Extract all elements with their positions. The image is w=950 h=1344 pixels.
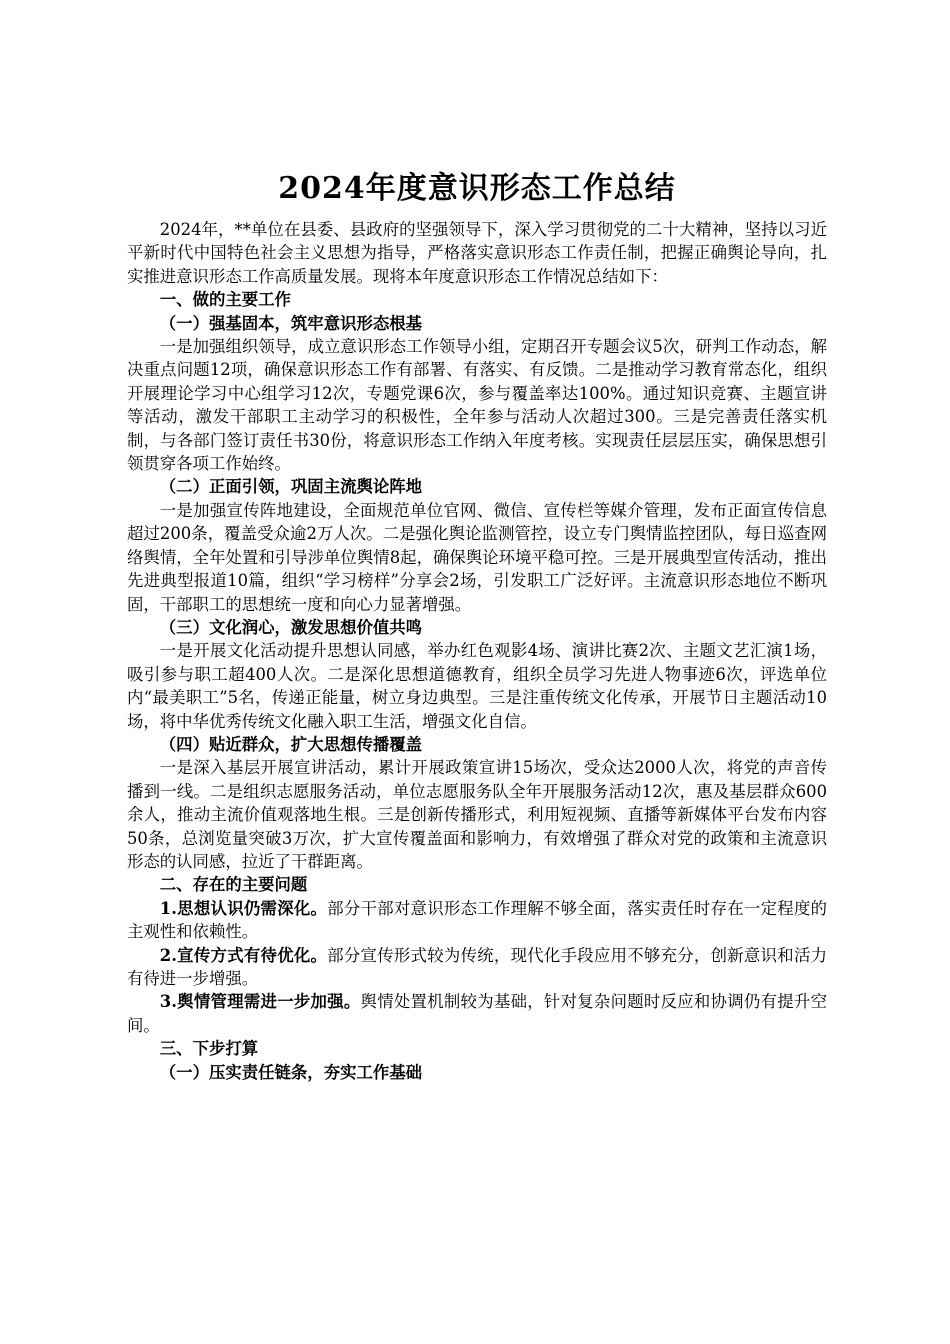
section-heading-next-steps: 三、下步打算 xyxy=(159,1039,259,1059)
problem-item-title: 2.宣传方式有待优化。 xyxy=(159,945,328,965)
subsection-heading-responsibility: （一）压实责任链条，夯实工作基础 xyxy=(159,1062,423,1082)
subsection-heading-foundation: （一）强基固本，筑牢意识形态根基 xyxy=(159,313,423,333)
subsection-heading-outreach: （四）贴近群众，扩大思想传播覆盖 xyxy=(159,734,423,754)
document-body xyxy=(127,166,827,1084)
intro-paragraph: 2024年，**单位在县委、县政府的坚强领导下，深入学习贯彻党的二十大精神，坚持以习近平新时代中国特色社会主义思想为指导，严格落实意识形态工作责任制，把握正确舆论导向，扎实推进意识形态工作高质量发展。现将本年度意识形态工作情况总结如下： xyxy=(127,220,827,286)
paragraph-outreach: 一是深入基层开展宣讲活动，累计开展政策宣讲15场次，受众达2000人次，将党的声音传播到一线。二是组织志愿服务活动，单位志愿服务队全年开展服务活动12次，惠及基层群众600余人，推动主流价值观落地生根。三是创新传播形式，利用短视频、直播等新媒体平台发布内容50条，总浏览量突破3万次，扩大宣传覆盖面和影响力，有效增强了群众对党的政策和主流意识形态的认同感，拉近了干群距离。 xyxy=(127,758,827,871)
problem-item xyxy=(127,990,827,1037)
paragraph-guidance: 一是加强宣传阵地建设，全面规范单位官网、微信、宣传栏等媒介管理，发布正面宣传信息超过200条，覆盖受众逾2万人次。二是强化舆论监测管控，设立专门舆情监控团队，每日巡查网络舆情，全年处置和引导涉单位舆情8起，确保舆论环境平稳可控。三是开展典型宣传活动，推出先进典型报道10篇，组织“学习榜样”分享会2场，引发职工广泛好评。主流意识形态地位不断巩固，干部职工的思想统一度和向心力显著增强。 xyxy=(127,500,827,614)
paragraph-culture: 一是开展文化活动提升思想认同感，举办红色观影4场、演讲比赛2次、主题文艺汇演1场，吸引参与职工超400人次。二是深化思想道德教育，组织全员学习先进人物事迹6次，评选单位内“最美职工”5名，传递正能量，树立身边典型。三是注重传统文化传承，开展节日主题活动10场，将中华优秀传统文化融入职工生活，增强文化自信。 xyxy=(127,641,827,731)
problem-item xyxy=(127,897,827,944)
section-heading-work: 一、做的主要工作 xyxy=(159,290,291,310)
section-heading-problems: 二、存在的主要问题 xyxy=(159,875,308,895)
problem-item-title: 3.舆情管理需进一步加强。 xyxy=(159,992,361,1012)
problem-item-text: 部分宣传形式较为传统，现代化手段应用不够充分，创新意识和活力有待进一步增强。 xyxy=(127,945,827,988)
problem-item-text: 舆情处置机制较为基础，针对复杂问题时反应和协调仍有提升空间。 xyxy=(127,992,827,1035)
subsection-heading-culture: （三）文化润心，激发思想价值共鸣 xyxy=(159,617,423,637)
problem-item-title: 1.思想认识仍需深化。 xyxy=(159,898,328,918)
document-title: 2024年度意识形态工作总结 xyxy=(278,171,676,206)
problem-item-text: 部分干部对意识形态工作理解不够全面，落实责任时存在一定程度的主观性和依赖性。 xyxy=(127,898,827,942)
subsection-heading-guidance: （二）正面引领，巩固主流舆论阵地 xyxy=(159,477,423,497)
problem-item xyxy=(127,944,827,991)
paragraph-foundation: 一是加强组织领导，成立意识形态工作领导小组，定期召开专题会议5次，研判工作动态，解决重点问题12项，确保意识形态工作有部署、有落实、有反馈。二是推动学习教育常态化，组织开展理论学习中心组学习12次，专题党课6次，参与覆盖率达100%。通过知识竞赛、主题宣讲等活动，激发干部职工主动学习的积极性，全年参与活动人次超过300。三是完善责任落实机制，与各部门签订责任书30份，将意识形态工作纳入年度考核。实现责任层层压实，确保思想引领贯穿各项工作始终。 xyxy=(127,337,827,474)
